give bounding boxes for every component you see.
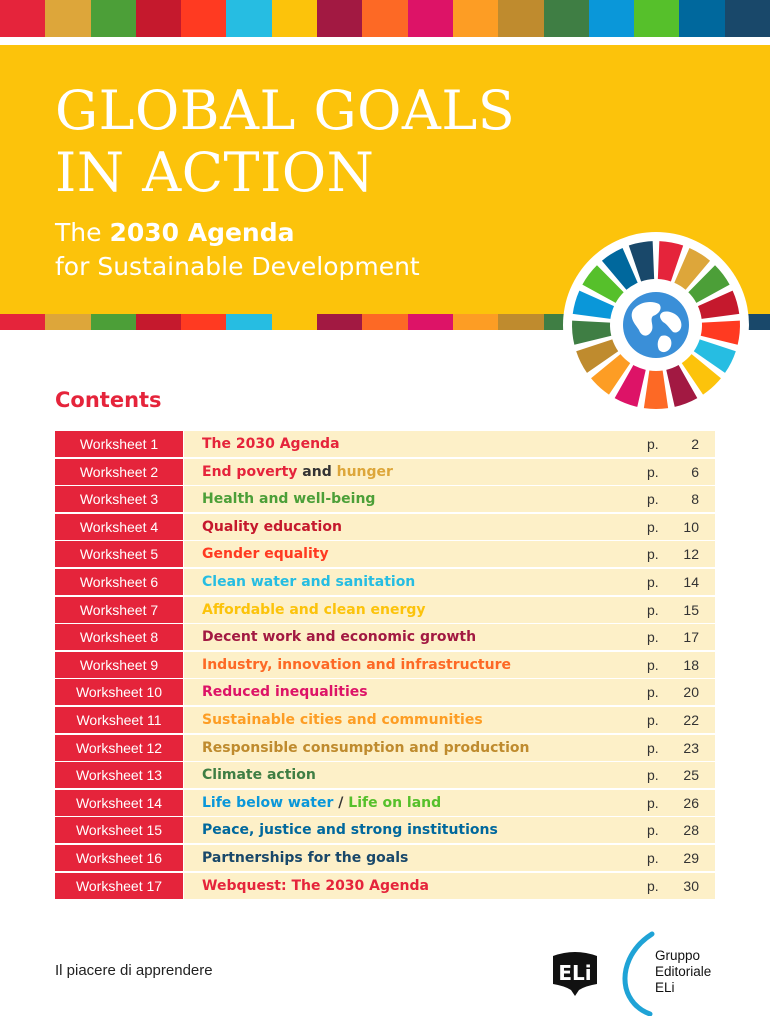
worksheet-title	[202, 464, 647, 480]
worksheet-label: Worksheet 3	[55, 486, 183, 512]
worksheet-title	[202, 822, 647, 838]
worksheet-title-part: /	[333, 794, 349, 811]
page-value: 28	[683, 822, 699, 839]
contents-row-body	[184, 541, 715, 567]
worksheet-title-part: and	[297, 463, 337, 480]
page-value: 12	[683, 546, 699, 563]
page-prefix: p.	[647, 877, 659, 894]
contents-row[interactable]	[55, 790, 715, 816]
worksheet-title-part: Clean water and sanitation	[202, 573, 416, 590]
page-number	[647, 574, 699, 590]
contents-row-body	[184, 459, 715, 485]
stripe-segment	[181, 314, 226, 330]
publisher-tagline: Il piacere di apprendere	[55, 962, 213, 979]
subtitle-year: 2030 Agenda	[109, 218, 295, 247]
worksheet-title	[202, 574, 647, 590]
worksheet-label: Worksheet 14	[55, 790, 183, 816]
worksheet-label: Worksheet 16	[55, 845, 183, 871]
worksheet-title-part: Partnerships for the goals	[202, 849, 409, 866]
publisher-arc-icon	[618, 930, 658, 1016]
stripe-segment	[136, 0, 181, 37]
stripe-segment	[679, 0, 724, 37]
contents-row-body	[184, 790, 715, 816]
page-prefix: p.	[647, 849, 659, 866]
contents-row[interactable]	[55, 624, 715, 650]
worksheet-title-part: Gender equality	[202, 546, 329, 563]
worksheet-title	[202, 657, 647, 673]
stripe-segment	[272, 0, 317, 37]
stripe-segment	[272, 314, 317, 330]
page-value: 26	[683, 794, 699, 811]
page-prefix: p.	[647, 794, 659, 811]
stripe-segment	[317, 314, 362, 330]
stripe-segment	[0, 0, 45, 37]
stripe-segment	[408, 314, 453, 330]
stripe-segment	[589, 0, 634, 37]
globe-icon	[623, 292, 689, 358]
top-color-stripe	[0, 0, 770, 37]
worksheet-label: Worksheet 11	[55, 707, 183, 733]
worksheet-title	[202, 684, 647, 700]
contents-row-body	[184, 845, 715, 871]
contents-row-body	[184, 597, 715, 623]
stripe-segment	[226, 314, 271, 330]
page-prefix: p.	[647, 767, 659, 784]
page-value: 22	[683, 711, 699, 728]
worksheet-title	[202, 546, 647, 562]
worksheet-title-part: Affordable and clean energy	[202, 601, 426, 618]
page-number	[647, 546, 699, 562]
worksheet-title-part: Climate action	[202, 767, 316, 784]
stripe-segment	[634, 0, 679, 37]
contents-row[interactable]	[55, 514, 715, 540]
publisher-line-3: ELi	[655, 980, 675, 995]
page-number	[647, 464, 699, 480]
stripe-segment	[317, 0, 362, 37]
worksheet-title-part: Sustainable cities and communities	[202, 711, 483, 728]
contents-heading: Contents	[55, 388, 162, 412]
page-number	[647, 767, 699, 783]
contents-row[interactable]	[55, 762, 715, 788]
worksheet-label: Worksheet 8	[55, 624, 183, 650]
worksheet-label: Worksheet 13	[55, 762, 183, 788]
stripe-segment	[226, 0, 271, 37]
book-subtitle	[55, 216, 420, 284]
worksheet-title-part: hunger	[336, 463, 393, 480]
worksheet-title-part: Health and well-being	[202, 491, 376, 508]
contents-row-body	[184, 873, 715, 899]
stripe-segment	[453, 314, 498, 330]
page-number	[647, 740, 699, 756]
page-prefix: p.	[647, 546, 659, 563]
stripe-segment	[408, 0, 453, 37]
page-value: 23	[683, 739, 699, 756]
subtitle-the: The	[55, 218, 102, 247]
stripe-segment	[544, 0, 589, 37]
contents-row-body	[184, 486, 715, 512]
page-prefix: p.	[647, 601, 659, 618]
page-value: 10	[683, 518, 699, 535]
contents-row[interactable]	[55, 707, 715, 733]
page-number	[647, 822, 699, 838]
stripe-segment	[725, 0, 770, 37]
contents-table	[55, 431, 715, 900]
title-line-2: IN ACTION	[55, 141, 375, 204]
page-value: 15	[683, 601, 699, 618]
stripe-segment	[45, 0, 90, 37]
page-prefix: p.	[647, 656, 659, 673]
page-value: 14	[683, 573, 699, 590]
worksheet-title-part: Decent work and economic growth	[202, 629, 477, 646]
contents-row-body	[184, 569, 715, 595]
page-prefix: p.	[647, 739, 659, 756]
worksheet-label: Worksheet 5	[55, 541, 183, 567]
worksheet-title	[202, 767, 647, 783]
worksheet-title-part: The 2030 Agenda	[202, 436, 340, 452]
worksheet-title	[202, 850, 647, 866]
worksheet-label: Worksheet 15	[55, 817, 183, 843]
page-value: 18	[683, 656, 699, 673]
worksheet-label: Worksheet 17	[55, 873, 183, 899]
publisher-line-2: Editoriale	[655, 964, 712, 979]
eli-logo	[549, 950, 601, 996]
worksheet-title	[202, 436, 647, 452]
stripe-segment	[136, 314, 181, 330]
contents-row[interactable]	[55, 459, 715, 485]
page-number	[647, 436, 699, 452]
contents-row[interactable]	[55, 569, 715, 595]
contents-row[interactable]	[55, 873, 715, 899]
contents-row-body	[184, 735, 715, 761]
worksheet-title	[202, 878, 647, 894]
contents-row-body	[184, 762, 715, 788]
worksheet-title	[202, 602, 647, 618]
contents-row[interactable]	[55, 597, 715, 623]
worksheet-title-part: Peace, justice and strong institutions	[202, 822, 498, 839]
worksheet-label: Worksheet 10	[55, 679, 183, 705]
worksheet-label: Worksheet 12	[55, 735, 183, 761]
page-value: 25	[683, 767, 699, 784]
stripe-segment	[362, 314, 407, 330]
contents-row[interactable]	[55, 541, 715, 567]
worksheet-title-part: Webquest: The 2030 Agenda	[202, 877, 429, 894]
page-prefix: p.	[647, 436, 659, 452]
worksheet-title-part: Responsible consumption and production	[202, 739, 530, 756]
worksheet-title-part: Reduced inequalities	[202, 684, 368, 701]
worksheet-label: Worksheet 4	[55, 514, 183, 540]
page-prefix: p.	[647, 491, 659, 508]
page-value: 6	[691, 463, 699, 480]
contents-row-body	[184, 431, 715, 457]
eli-logo-text: ELi	[558, 961, 592, 985]
worksheet-title	[202, 740, 647, 756]
worksheet-label: Worksheet 9	[55, 652, 183, 678]
worksheet-title	[202, 519, 647, 535]
worksheet-title	[202, 491, 647, 507]
contents-row-body	[184, 817, 715, 843]
worksheet-title-part: Life below water	[202, 794, 334, 811]
subtitle-line-2: for Sustainable Development	[55, 252, 420, 281]
stripe-segment	[0, 314, 45, 330]
sdg-wheel-globe-icon	[563, 232, 749, 418]
worksheet-title-part: Quality education	[202, 518, 342, 535]
contents-row-body	[184, 652, 715, 678]
worksheet-label: Worksheet 7	[55, 597, 183, 623]
page-prefix: p.	[647, 822, 659, 839]
page-prefix: p.	[647, 711, 659, 728]
page-prefix: p.	[647, 518, 659, 535]
page-number	[647, 657, 699, 673]
page-value: 8	[691, 491, 699, 508]
stripe-segment	[453, 0, 498, 37]
page-value: 20	[683, 684, 699, 701]
page-number	[647, 491, 699, 507]
page-number	[647, 795, 699, 811]
stripe-segment	[362, 0, 407, 37]
stripe-segment	[91, 314, 136, 330]
page-number	[647, 712, 699, 728]
page-value: 17	[683, 629, 699, 646]
worksheet-label: Worksheet 1	[55, 431, 183, 457]
stripe-segment	[498, 0, 543, 37]
contents-row-body	[184, 679, 715, 705]
contents-row[interactable]	[55, 845, 715, 871]
contents-row[interactable]	[55, 817, 715, 843]
page-number	[647, 629, 699, 645]
contents-row-body	[184, 624, 715, 650]
page-prefix: p.	[647, 573, 659, 590]
page-value: 2	[691, 436, 699, 452]
page-number	[647, 602, 699, 618]
contents-row[interactable]	[55, 431, 715, 457]
stripe-segment	[181, 0, 226, 37]
stripe-segment	[91, 0, 136, 37]
title-line-1: GLOBAL GOALS	[55, 79, 516, 142]
contents-row[interactable]	[55, 735, 715, 761]
contents-row[interactable]	[55, 486, 715, 512]
worksheet-title-part: Industry, innovation and infrastructure	[202, 656, 511, 673]
page-number	[647, 878, 699, 894]
worksheet-title	[202, 629, 647, 645]
page-prefix: p.	[647, 629, 659, 646]
contents-row[interactable]	[55, 679, 715, 705]
contents-row-body	[184, 514, 715, 540]
worksheet-title-part: End poverty	[202, 463, 298, 480]
page-prefix: p.	[647, 684, 659, 701]
page-number	[647, 684, 699, 700]
page-number	[647, 850, 699, 866]
stripe-segment	[498, 314, 543, 330]
book-title	[55, 80, 515, 204]
page-value: 30	[683, 877, 699, 894]
page-value: 29	[683, 849, 699, 866]
worksheet-title	[202, 712, 647, 728]
page-number	[647, 519, 699, 535]
worksheet-label: Worksheet 2	[55, 459, 183, 485]
publisher-line-1: Gruppo	[655, 948, 701, 963]
contents-row-body	[184, 707, 715, 733]
publisher-name	[655, 948, 711, 996]
worksheet-title	[202, 795, 647, 811]
contents-row[interactable]	[55, 652, 715, 678]
worksheet-label: Worksheet 6	[55, 569, 183, 595]
page-prefix: p.	[647, 463, 659, 480]
worksheet-title-part: Life on land	[348, 794, 442, 811]
stripe-segment	[45, 314, 90, 330]
